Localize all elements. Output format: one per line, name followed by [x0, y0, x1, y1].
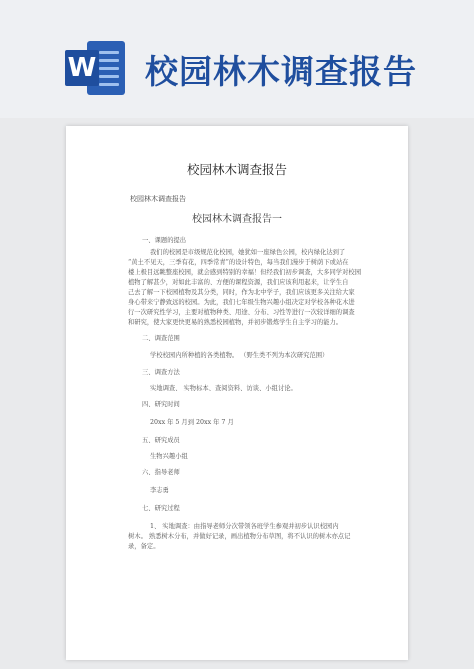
- paragraph-line: 身心带来宁静致远的校园。为此，我们七年级生物兴趣小组决定对学校各种花木进: [128, 299, 355, 306]
- section-title: 一、课题的提出: [142, 237, 187, 244]
- paragraph-line: 植物了解甚少，对如此丰富的、方便的课程资源，我们应该利用起来，让学生自: [128, 279, 349, 286]
- section-body: 李志勇: [150, 487, 169, 494]
- document-title: 校园林木调查报告: [186, 162, 287, 177]
- paragraph-line: 1、 实地调查：由指导老师分次带领各班学生参观并初步认识校园内: [150, 523, 339, 530]
- section-title: 四、研究时间: [142, 401, 180, 408]
- paragraph-line: 和研究，使大家更快更易的熟悉校园植物，并初步锻炼学生自主学习的能力。: [128, 319, 343, 326]
- paragraph-line: 树木。 熟悉树木分布，并做好记录，画出植物分布草图，将不认识的树木亦点记: [128, 533, 351, 540]
- paragraph-line: 行一次研究性学习，主要对植物种类、用途、分布、习性等进行一次较详细的调查: [128, 309, 355, 316]
- paragraph-line: 楼上极目远眺整座校园，就会感到特别的幸福！但经我们初步调查，大多同学对校园: [128, 269, 361, 276]
- document-subtitle: 校园林木调查报告: [130, 195, 186, 203]
- section-body: 实地调查、 实物标本、查阅资料、访谈、小组讨论。: [150, 385, 297, 392]
- paragraph-line: “黄土不见天，三季有花，四季常青”的设计特色，每当我们漫步于树荫下或站在: [128, 259, 349, 266]
- document-heading: 校园林木调查报告一: [192, 214, 282, 225]
- paragraph-line: 录，备定。: [128, 543, 160, 550]
- document-page: [66, 126, 408, 660]
- paragraph-line: 我们的校园是市级规范化校园，她犹如一座绿色公园，校内绿化达到了: [150, 249, 346, 256]
- section-body: 20xx 年 5 月到 20xx 年 7 月: [150, 419, 234, 426]
- section-title: 六、指导老师: [142, 469, 180, 476]
- section-body: 生物兴趣小组: [150, 453, 188, 460]
- banner-title: 校园林木调查报告: [145, 52, 417, 91]
- section-title: 五、研究成员: [142, 437, 180, 444]
- word-icon-letter: W: [65, 50, 99, 86]
- banner: [0, 0, 474, 118]
- section-title: 七、研究过程: [142, 505, 180, 512]
- paragraph-line: 己去了解一下校园植物及其分类，同时，作为北中学子，我们应该更多关注给大家: [128, 289, 355, 296]
- section-title: 三、调查方法: [142, 369, 180, 376]
- section-title: 二、调查范围: [142, 335, 180, 342]
- word-icon: [65, 41, 125, 95]
- section-body: 学校校园内所种植的各类植物。 （野生类不列为本次研究范围）: [150, 352, 329, 359]
